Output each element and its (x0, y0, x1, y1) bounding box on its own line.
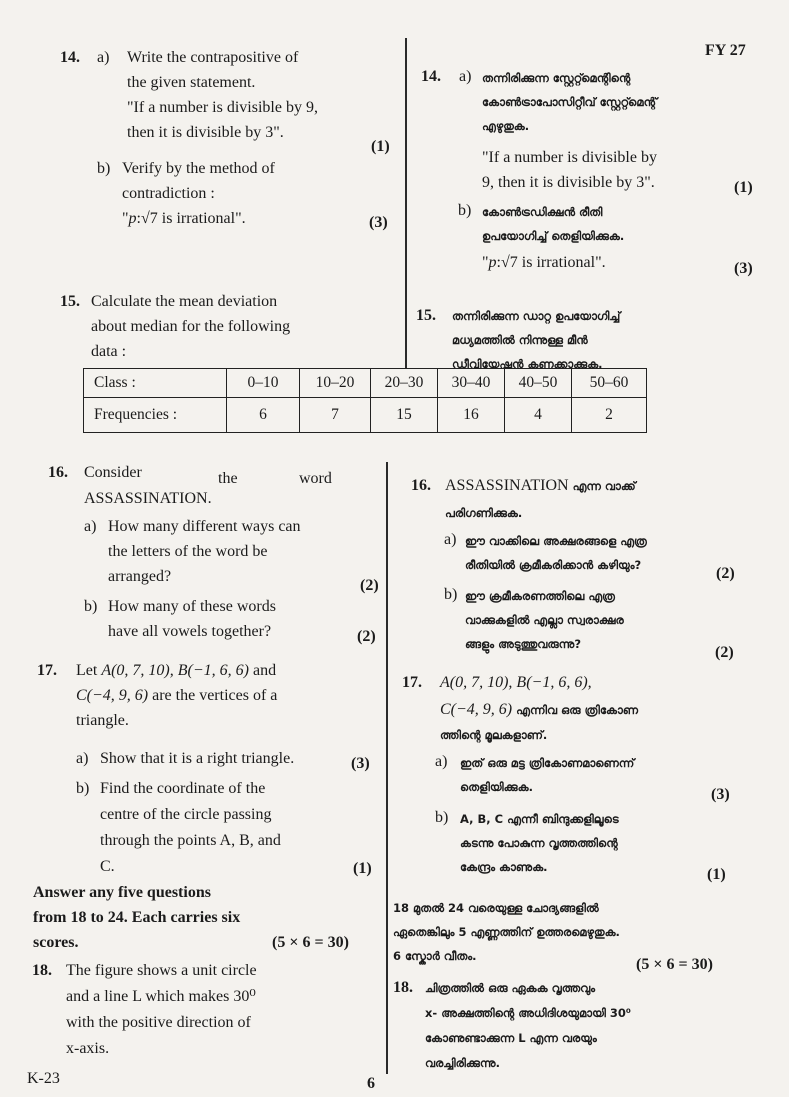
q16-ml-word: ASSASSINATION (445, 477, 569, 494)
q16-word-assassination: ASSASSINATION. (84, 490, 212, 507)
column-divider-bottom (386, 462, 388, 1074)
q17-b-line: Find the coordinate of the (100, 780, 266, 797)
q14-b-line: contradiction : (122, 185, 215, 202)
q17-ml-b-line: കേന്ദ്രം കാണുക. (460, 860, 548, 874)
section-line: from 18 to 24. Each carries six (33, 909, 241, 926)
q16-b-line: have all vowels together? (108, 623, 272, 640)
q18-ml-line: കോണുണ്ടാക്കുന്ന L എന്ന വരയും (425, 1031, 597, 1045)
q14-ml-b-line: ഉപയോഗിച്ച് തെളിയിക്കുക. (482, 229, 625, 243)
section-ml-line: 18 മുതൽ 24 വരെയുള്ള ചോദ്യങ്ങളിൽ (393, 901, 599, 915)
q17-line1 (76, 658, 277, 683)
q15-ml-line: തന്നിരിക്കുന്ന ഡാറ്റ ഉപയോഗിച്ച് (452, 309, 621, 323)
q14-ml-b-stmt-var: p (488, 254, 497, 271)
q14-ml-b-stmt-mid: :√7 (496, 254, 518, 271)
q17-ml-a-marks: (3) (711, 786, 730, 803)
q18-ml-line: ചിത്രത്തിൽ ഒരു ഏകക വൃത്തവും (425, 981, 596, 995)
q17-ml-b-marks: (1) (707, 866, 726, 883)
q17-b-line: centre of the circle passing (100, 806, 272, 823)
q14-b-text (122, 156, 275, 231)
table-frequency-cell: 7 (300, 398, 371, 433)
table-frequency-cell: 6 (227, 398, 300, 433)
q16-a-label: a) (84, 518, 97, 535)
table-row-frequency (84, 398, 647, 433)
q16-ml-a-label: a) (444, 531, 457, 548)
section-instruction-ml (393, 896, 620, 968)
table-frequency-cell: 4 (505, 398, 572, 433)
q17-line2 (76, 683, 277, 708)
table-frequency-cell: 16 (438, 398, 505, 433)
q17-ml-a-text (460, 751, 634, 799)
q16-a-line: How many different ways can (108, 518, 301, 535)
q16-a-line: the letters of the word be (108, 543, 268, 560)
section-instruction-en (33, 880, 240, 955)
q14-b-statement (122, 206, 275, 231)
q14-a-marks: (1) (371, 138, 390, 155)
q15-ml-number: 15. (416, 307, 436, 324)
q14-ml-a-line: കോൺട്രാപോസിറ്റീവ് സ്റ്റേറ്റ്മെന്റ് (482, 95, 658, 109)
q16-b-line: How many of these words (108, 598, 276, 615)
q17-a-marks: (3) (351, 755, 370, 772)
section-marks-en: (5 × 6 = 30) (272, 934, 349, 951)
q16-b-label: b) (84, 598, 98, 615)
q16-ml-number: 16. (411, 477, 431, 494)
q18-ml-text (425, 976, 631, 1076)
q17-vertices-text: are the vertices of a (148, 687, 278, 704)
q16-ml-b-line: വാക്കുകളിൽ എല്ലാ സ്വരാക്ഷര (465, 613, 624, 627)
q15-line: about median for the following (91, 318, 291, 335)
q16-a-text (108, 514, 301, 589)
q17-ml-number: 17. (402, 674, 422, 691)
q14-ml-b-stmt-pre: " (482, 254, 489, 271)
q17-text (76, 658, 277, 733)
q16-ml-a-line: രീതിയിൽ ക്രമീകരിക്കാൻ കഴിയും? (465, 558, 642, 572)
q17-ml-b-text (460, 807, 619, 879)
q16-ml-word-suffix: എന്ന വാക്ക് (568, 479, 636, 493)
q14-b-line: Verify by the method of (122, 160, 275, 177)
q17-b-line: through the points A, B, and (100, 832, 281, 849)
table-frequency-cell: 2 (572, 398, 647, 433)
q15-ml-text (452, 304, 620, 376)
q17-ml-points-ab: A(0, 7, 10), B(−1, 6, 6), (440, 674, 592, 691)
q17-ml-line2 (440, 697, 638, 722)
q14-ml-a-marks: (1) (734, 179, 753, 196)
q16-ml-a-text (465, 529, 647, 577)
q14-quote-line: "If a number is divisible by 9, (127, 99, 318, 116)
footer-code: K-23 (27, 1070, 60, 1087)
q14-b-stmt-post: is irrational". (157, 210, 246, 227)
q16-a-line: arranged? (108, 568, 172, 585)
q17-and: and (248, 662, 277, 679)
q16-ml-a-line: ഈ വാക്കിലെ അക്ഷരങ്ങളെ എത്ര (465, 534, 647, 548)
q17-points-ab: A(0, 7, 10), B(−1, 6, 6) (101, 662, 249, 679)
table-class-cell: 20–30 (371, 369, 438, 398)
frequency-table (83, 368, 647, 433)
q15-line: Calculate the mean deviation (91, 293, 278, 310)
section-marks-ml: (5 × 6 = 30) (636, 956, 713, 973)
q14-a-line: Write the contrapositive of (127, 49, 299, 66)
q16-ml-a-marks: (2) (716, 565, 735, 582)
table-frequency-label: Frequencies : (84, 398, 227, 433)
q18-text (66, 958, 257, 1062)
q16-number: 16. (48, 464, 68, 481)
q17-ml-a-label: a) (435, 753, 448, 770)
section-ml-line: 6 സ്കോർ വീതം. (393, 949, 477, 963)
q14-ml-b-statement (482, 250, 606, 275)
q14-ml-b-label: b) (458, 202, 472, 219)
q17-ml-b-line: കടന്നു പോകുന്ന വൃത്തത്തിന്റെ (460, 836, 618, 850)
q17-number: 17. (37, 662, 57, 679)
q14-number: 14. (60, 49, 80, 66)
q17-b-line: C. (100, 858, 115, 875)
q14-ml-a-line: എഴുതുക. (482, 119, 530, 133)
q14-ml-b-stmt-post: is irrational". (517, 254, 606, 271)
q14-quote-line: then it is divisible by 3". (127, 124, 284, 141)
q16-ml-b-label: b) (444, 586, 458, 603)
q16-a-marks: (2) (360, 577, 379, 594)
paper-code: FY 27 (705, 42, 746, 59)
q18-ml-line: വരച്ചിരിക്കുന്നു. (425, 1056, 500, 1070)
q14-ml-a-label: a) (459, 68, 472, 85)
q18-ml-number: 18. (393, 979, 413, 996)
q17-ml-b-line: A, B, C എന്നീ ബിന്ദുക്കളിലൂടെ (460, 812, 619, 826)
q14-ml-b-text (482, 200, 624, 248)
q14-b-stmt-pre: " (122, 210, 129, 227)
q14-ml-quote-line: "If a number is divisible by (482, 149, 657, 166)
q16-ml-line2: പരിഗണിക്കുക. (445, 506, 523, 520)
q14-ml-b-marks: (3) (734, 260, 753, 277)
q16-b-marks: (2) (357, 628, 376, 645)
q14-a-line: the given statement. (127, 74, 256, 91)
table-class-cell: 40–50 (505, 369, 572, 398)
q17-point-c: C(−4, 9, 6) (76, 687, 149, 704)
q15-line: data : (91, 343, 127, 360)
q16-word3: word (299, 470, 332, 487)
table-class-label: Class : (84, 369, 227, 398)
q16-ml-line1 (445, 473, 636, 498)
q14-ml-quote (482, 145, 657, 195)
table-class-cell: 0–10 (227, 369, 300, 398)
q18-line: x-axis. (66, 1040, 110, 1057)
q17-b-text (100, 776, 281, 880)
q17-b-label: b) (76, 780, 90, 797)
table-class-cell: 30–40 (438, 369, 505, 398)
q14-b-marks: (3) (369, 214, 388, 231)
page-number: 6 (367, 1075, 375, 1092)
q14-ml-a-line: തന്നിരിക്കുന്ന സ്റ്റേറ്റ്മെന്റിന്റെ (482, 71, 631, 85)
q14-b-stmt-var: p (128, 210, 137, 227)
table-class-cell: 50–60 (572, 369, 647, 398)
q16-ml-b-marks: (2) (715, 644, 734, 661)
table-class-cell: 10–20 (300, 369, 371, 398)
q17-line3: triangle. (76, 712, 129, 729)
q16-ml-b-line: ങ്ങളും അടുത്തുവരുന്നു? (465, 637, 582, 651)
q17-a-label: a) (76, 750, 89, 767)
q17-ml-vertices-text: എന്നിവ ഒരു ത്രികോണ (512, 703, 639, 717)
q17-ml-point-c: C(−4, 9, 6) (440, 701, 513, 718)
q14-a-text (127, 45, 318, 145)
q15-text (91, 289, 290, 364)
q17-ml-b-label: b) (435, 809, 449, 826)
q14-b-stmt-mid: :√7 (136, 210, 158, 227)
q16-ml-b-text (465, 584, 624, 656)
q15-number: 15. (60, 293, 80, 310)
q18-number: 18. (32, 962, 52, 979)
q14-a-label: a) (97, 49, 110, 66)
q18-line: The figure shows a unit circle (66, 962, 257, 979)
q17-a-text: Show that it is a right triangle. (100, 750, 295, 767)
q14-ml-b-line: കോൺട്രഡിക്ഷൻ രീതി (482, 205, 603, 219)
q17-ml-line3: ത്തിന്റെ മൂലകളാണ്. (440, 728, 548, 742)
q14-ml-quote-line: 9, then it is divisible by 3". (482, 174, 655, 191)
section-line: Answer any five questions (33, 884, 211, 901)
q18-line: with the positive direction of (66, 1014, 251, 1031)
column-divider-top (405, 38, 407, 368)
q17-b-marks: (1) (353, 860, 372, 877)
q14-b-label: b) (97, 160, 111, 177)
q17-ml-a-line: ഇത് ഒരു മട്ട ത്രികോണമാണെന്ന് (460, 756, 635, 770)
q16-word2: the (218, 470, 238, 487)
section-line: scores. (33, 934, 79, 951)
section-ml-line: ഏതെങ്കിലും 5 എണ്ണത്തിന് ഉത്തരമെഴുതുക. (393, 925, 620, 939)
q17-let: Let (76, 662, 102, 679)
q18-ml-line: x- അക്ഷത്തിന്റെ അധിദിശയുമായി 30⁰ (425, 1006, 631, 1020)
q15-ml-line: ഡീവിയേഷൻ കണക്കാക്കുക. (452, 357, 603, 371)
q18-line: and a line L which makes 30⁰ (66, 988, 256, 1005)
q15-ml-line: മധ്യമത്തിൽ നിന്നുള്ള മീൻ (452, 333, 588, 347)
q14-ml-a-text (482, 66, 657, 138)
q17-ml-a-line: തെളിയിക്കുക. (460, 780, 534, 794)
q16-b-text (108, 594, 276, 644)
table-frequency-cell: 15 (371, 398, 438, 433)
q14-ml-number: 14. (421, 68, 441, 85)
q16-word1: Consider (84, 464, 142, 481)
q16-ml-b-line: ഈ ക്രമീകരണത്തിലെ എത്ര (465, 589, 615, 603)
